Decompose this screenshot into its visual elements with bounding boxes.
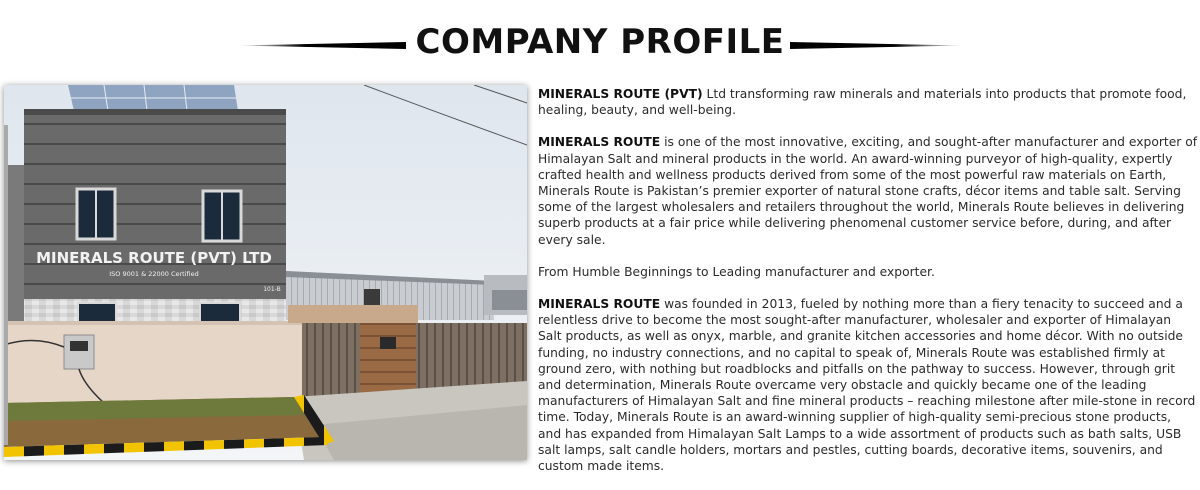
building-sign-certification: ISO 9001 & 22000 Certified [109,270,199,278]
section-header [0,20,1200,70]
profile-paragraph-heading: From Humble Beginnings to Leading manufacturer and exporter. [538,264,935,279]
profile-paragraph-about: MINERALS ROUTE is one of the most innovative, exciting, and sought-after manufacturer and exporter of Himalayan Salt and mineral products in the world. An award-winning purveyor of high-quality, expertly crafted health and wellness products derived from some of the most powerful raw materials on Earth, Minerals Route is Pakistan’s premier exporter of natural stone crafts, décor items and table salt. Serving some of the largest wholesalers and retailers throughout the world, Minerals Route believes in delivering superb products at a fair price while delivering phenomenal customer service before, during, and after every sale. [538,135,1198,247]
company-name-bold: MINERALS ROUTE [538,135,661,150]
building-sign-text: MINERALS ROUTE (PVT) LTD [36,249,272,267]
building-number-plaque: 101-B [263,286,281,293]
company-name-bold: MINERALS ROUTE (PVT) [538,87,703,101]
company-name-bold: MINERALS ROUTE [538,297,661,312]
company-profile-text [538,86,1198,490]
company-building-photo [4,85,527,460]
profile-paragraph-intro: MINERALS ROUTE (PVT) Ltd transforming raw minerals and materials into products that promote food, healing, beauty, and well-being. [538,87,1187,118]
profile-paragraph-history: MINERALS ROUTE was founded in 2013, fueled by nothing more than a fiery tenacity to succeed and a relentless drive to become the most sought-after manufacturer, wholesaler and exporter of Himalayan Salt products, as well as onyx, marble, and granite kitchen accessories and home décor. With no outside funding, no industry connections, and no capital to speak of, Minerals Route was established firmly at ground zero, with nothing but roadblocks and pitfalls on the pathway to success. However, through grit and determination, Minerals Route overcame very obstacle and quickly became one of the leading manufacturers of Himalayan Salt and fine mineral products – reaching milestone after mile-stone in record time. Today, Minerals Route is an award-winning supplier of high-quality semi-precious stone products, and has expanded from Himalayan Salt Lamps to a wide assortment of products such as bath salts, USB salt lamps, salt candle holders, mortars and pestles, cutting boards, decorative items, souvenirs, and custom made items. [538,297,1196,474]
page-title: COMPANY PROFILE [415,22,785,62]
